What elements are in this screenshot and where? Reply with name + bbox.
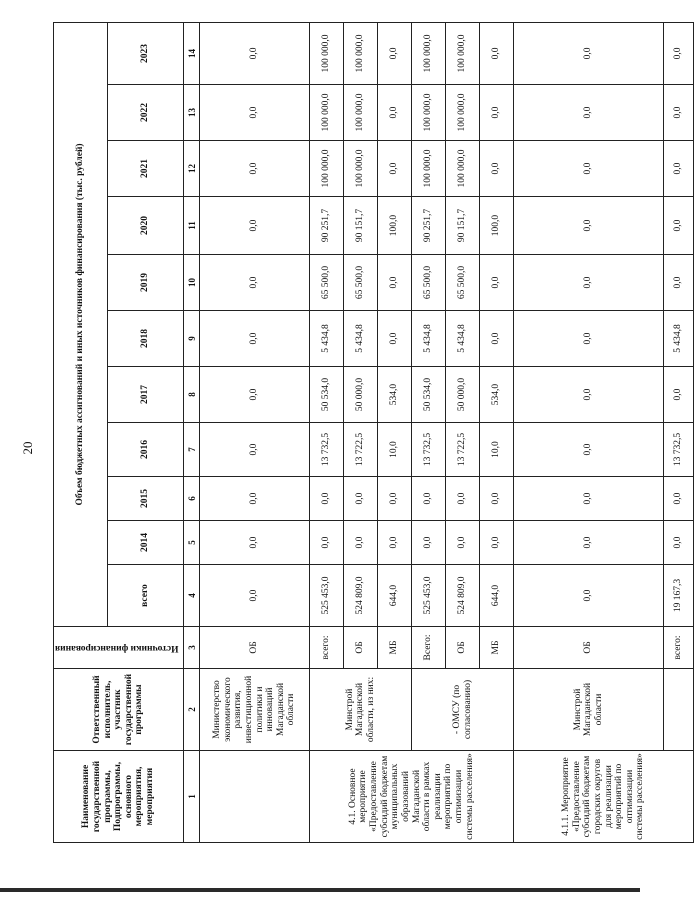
year-header: 2022 bbox=[108, 85, 184, 141]
value-cell: 100,0 bbox=[480, 197, 514, 255]
value-cell: 0,0 bbox=[378, 521, 412, 565]
value-cell: 5 434,8 bbox=[446, 311, 480, 367]
value-cell: 100 000,0 bbox=[446, 141, 480, 197]
value-cell: 50 534,0 bbox=[412, 367, 446, 423]
value-cell: 525 453,0 bbox=[310, 565, 344, 627]
value-cell: 90 251,7 bbox=[310, 197, 344, 255]
year-header: 2018 bbox=[108, 311, 184, 367]
value-cell: 0,0 bbox=[378, 141, 412, 197]
row-source-cell: МБ bbox=[480, 627, 514, 669]
value-cell: 0,0 bbox=[200, 22, 310, 84]
col-volume-header: Объем бюджетных ассигнований и иных источников финансирования (тыс. рублей) bbox=[54, 22, 108, 626]
value-cell: 0,0 bbox=[480, 85, 514, 141]
value-cell: 0,0 bbox=[310, 477, 344, 521]
value-cell: 5 434,8 bbox=[412, 311, 446, 367]
year-header: 2015 bbox=[108, 477, 184, 521]
value-cell: 0,0 bbox=[514, 141, 664, 197]
col-name-header: Наименование государственной программы, Подпрограммы, основного мероприятия, мероприятия bbox=[54, 751, 184, 843]
value-cell: 0,0 bbox=[200, 255, 310, 311]
year-header: 2023 bbox=[108, 22, 184, 84]
financing-table bbox=[53, 22, 694, 843]
value-cell: 0,0 bbox=[664, 85, 694, 141]
value-cell: 0,0 bbox=[514, 423, 664, 477]
row-source-cell: Всего: bbox=[412, 627, 446, 669]
value-cell: 90 251,7 bbox=[412, 197, 446, 255]
year-header: 2021 bbox=[108, 141, 184, 197]
value-cell: 19 167,3 bbox=[664, 565, 694, 627]
value-cell: 0,0 bbox=[480, 521, 514, 565]
table-row bbox=[200, 22, 310, 842]
value-cell: 0,0 bbox=[200, 311, 310, 367]
year-header: 2019 bbox=[108, 255, 184, 311]
value-cell: 100 000,0 bbox=[446, 85, 480, 141]
column-number: 1 bbox=[184, 751, 200, 843]
value-cell: 0,0 bbox=[664, 197, 694, 255]
value-cell: 13 722,5 bbox=[344, 423, 378, 477]
value-cell: 525 453,0 bbox=[412, 565, 446, 627]
value-cell: 65 500,0 bbox=[446, 255, 480, 311]
column-number: 11 bbox=[184, 197, 200, 255]
row-executor-cell: - ОМСУ (по согласованию) bbox=[412, 669, 514, 751]
page-number: 20 bbox=[20, 441, 35, 455]
value-cell: 0,0 bbox=[514, 521, 664, 565]
value-cell: 0,0 bbox=[344, 521, 378, 565]
value-cell: 5 434,8 bbox=[344, 311, 378, 367]
value-cell: 0,0 bbox=[200, 565, 310, 627]
column-number: 10 bbox=[184, 255, 200, 311]
value-cell: 0,0 bbox=[664, 22, 694, 84]
row-source-cell: всего: bbox=[310, 627, 344, 669]
value-cell: 100 000,0 bbox=[310, 141, 344, 197]
value-cell: 0,0 bbox=[480, 477, 514, 521]
table-row bbox=[412, 22, 446, 842]
rotated-landscape-table-wrapper bbox=[53, 23, 684, 843]
column-number: 5 bbox=[184, 521, 200, 565]
row-executor-cell: Минстрой Магаданской области bbox=[514, 669, 664, 751]
column-number: 13 bbox=[184, 85, 200, 141]
value-cell: 13 732,5 bbox=[412, 423, 446, 477]
value-cell: 0,0 bbox=[446, 477, 480, 521]
value-cell: 100 000,0 bbox=[310, 22, 344, 84]
value-cell: 0,0 bbox=[514, 85, 664, 141]
column-number: 8 bbox=[184, 367, 200, 423]
value-cell: 5 434,8 bbox=[664, 311, 694, 367]
value-cell: 0,0 bbox=[378, 255, 412, 311]
column-number: 7 bbox=[184, 423, 200, 477]
value-cell: 100 000,0 bbox=[446, 22, 480, 84]
value-cell: 13 732,5 bbox=[664, 423, 694, 477]
value-cell: 0,0 bbox=[412, 477, 446, 521]
table-row bbox=[514, 22, 664, 842]
scan-edge-line bbox=[0, 888, 640, 892]
row-source-cell: всего: bbox=[664, 627, 694, 669]
row-executor-cell: Минстрой Магаданской области, из них: bbox=[310, 669, 412, 751]
value-cell: 100 000,0 bbox=[344, 85, 378, 141]
value-cell: 0,0 bbox=[378, 85, 412, 141]
value-cell: 0,0 bbox=[514, 565, 664, 627]
value-cell: 0,0 bbox=[664, 141, 694, 197]
value-cell: 90 151,7 bbox=[344, 197, 378, 255]
row-source-cell: ОБ bbox=[514, 627, 664, 669]
row-source-cell: ОБ bbox=[200, 627, 310, 669]
row-executor-cell: Министерство экономического развития, инвестиционной политики и инноваций Магаданской области bbox=[200, 669, 310, 751]
value-cell: 0,0 bbox=[664, 367, 694, 423]
value-cell: 0,0 bbox=[514, 311, 664, 367]
col-total-header: всего bbox=[108, 565, 184, 627]
value-cell: 10,0 bbox=[378, 423, 412, 477]
value-cell: 524 809,0 bbox=[446, 565, 480, 627]
col-executor-header: Ответственный исполнитель, участник государственной программы bbox=[54, 669, 184, 751]
value-cell: 100 000,0 bbox=[344, 141, 378, 197]
value-cell: 90 151,7 bbox=[446, 197, 480, 255]
value-cell: 0,0 bbox=[480, 311, 514, 367]
column-number: 12 bbox=[184, 141, 200, 197]
value-cell: 13 732,5 bbox=[310, 423, 344, 477]
value-cell: 100 000,0 bbox=[412, 141, 446, 197]
value-cell: 50 000,0 bbox=[446, 367, 480, 423]
value-cell: 0,0 bbox=[480, 22, 514, 84]
value-cell: 100,0 bbox=[378, 197, 412, 255]
value-cell: 10,0 bbox=[480, 423, 514, 477]
column-number: 4 bbox=[184, 565, 200, 627]
year-header: 2016 bbox=[108, 423, 184, 477]
col-source-header-text: Источники финансирования bbox=[55, 642, 179, 653]
value-cell: 0,0 bbox=[446, 521, 480, 565]
value-cell: 0,0 bbox=[514, 22, 664, 84]
value-cell: 524 809,0 bbox=[344, 565, 378, 627]
value-cell: 0,0 bbox=[664, 255, 694, 311]
column-number: 6 bbox=[184, 477, 200, 521]
value-cell: 0,0 bbox=[480, 141, 514, 197]
table-row bbox=[310, 22, 344, 842]
year-header: 2014 bbox=[108, 521, 184, 565]
row-source-cell: ОБ bbox=[446, 627, 480, 669]
column-number: 14 bbox=[184, 22, 200, 84]
value-cell: 0,0 bbox=[664, 521, 694, 565]
value-cell: 50 000,0 bbox=[344, 367, 378, 423]
row-name-cell bbox=[200, 751, 310, 843]
value-cell: 0,0 bbox=[378, 477, 412, 521]
value-cell: 0,0 bbox=[514, 477, 664, 521]
column-number: 2 bbox=[184, 669, 200, 751]
row-name-cell: 4.1.1. Мероприятие «Предоставление субсидий бюджетам городских округов для реализации мероприятий по оптимизации системы расселения» bbox=[514, 751, 694, 843]
value-cell: 0,0 bbox=[514, 197, 664, 255]
column-number: 3 bbox=[184, 627, 200, 669]
value-cell: 0,0 bbox=[412, 521, 446, 565]
value-cell: 65 500,0 bbox=[412, 255, 446, 311]
value-cell: 0,0 bbox=[514, 367, 664, 423]
value-cell: 13 722,5 bbox=[446, 423, 480, 477]
value-cell: 5 434,8 bbox=[310, 311, 344, 367]
value-cell: 100 000,0 bbox=[310, 85, 344, 141]
value-cell: 0,0 bbox=[200, 477, 310, 521]
col-source-header bbox=[54, 627, 184, 669]
value-cell: 0,0 bbox=[200, 141, 310, 197]
value-cell: 644,0 bbox=[480, 565, 514, 627]
value-cell: 50 534,0 bbox=[310, 367, 344, 423]
column-number: 9 bbox=[184, 311, 200, 367]
value-cell: 644,0 bbox=[378, 565, 412, 627]
column-number-row bbox=[184, 22, 200, 842]
value-cell: 0,0 bbox=[200, 521, 310, 565]
year-header: 2017 bbox=[108, 367, 184, 423]
header-row-top bbox=[54, 22, 108, 842]
value-cell: 0,0 bbox=[200, 85, 310, 141]
year-header: 2020 bbox=[108, 197, 184, 255]
value-cell: 65 500,0 bbox=[310, 255, 344, 311]
value-cell: 0,0 bbox=[664, 477, 694, 521]
value-cell: 0,0 bbox=[378, 22, 412, 84]
value-cell: 100 000,0 bbox=[344, 22, 378, 84]
value-cell: 0,0 bbox=[514, 255, 664, 311]
value-cell: 100 000,0 bbox=[412, 85, 446, 141]
value-cell: 0,0 bbox=[310, 521, 344, 565]
value-cell: 0,0 bbox=[378, 311, 412, 367]
table-row bbox=[664, 22, 694, 842]
value-cell: 0,0 bbox=[200, 367, 310, 423]
value-cell: 0,0 bbox=[480, 255, 514, 311]
row-name-cell: 4.1. Основное мероприятие «Предоставление субсидий бюджетам муниципальных образований Магаданской области в рамках реализации мероприятий по оптимизации системы расселения» bbox=[310, 751, 514, 843]
row-source-cell: ОБ bbox=[344, 627, 378, 669]
row-executor-cell bbox=[664, 669, 694, 751]
value-cell: 534,0 bbox=[480, 367, 514, 423]
value-cell: 100 000,0 bbox=[412, 22, 446, 84]
value-cell: 0,0 bbox=[200, 197, 310, 255]
row-source-cell: МБ bbox=[378, 627, 412, 669]
value-cell: 534,0 bbox=[378, 367, 412, 423]
value-cell: 0,0 bbox=[344, 477, 378, 521]
value-cell: 0,0 bbox=[200, 423, 310, 477]
value-cell: 65 500,0 bbox=[344, 255, 378, 311]
